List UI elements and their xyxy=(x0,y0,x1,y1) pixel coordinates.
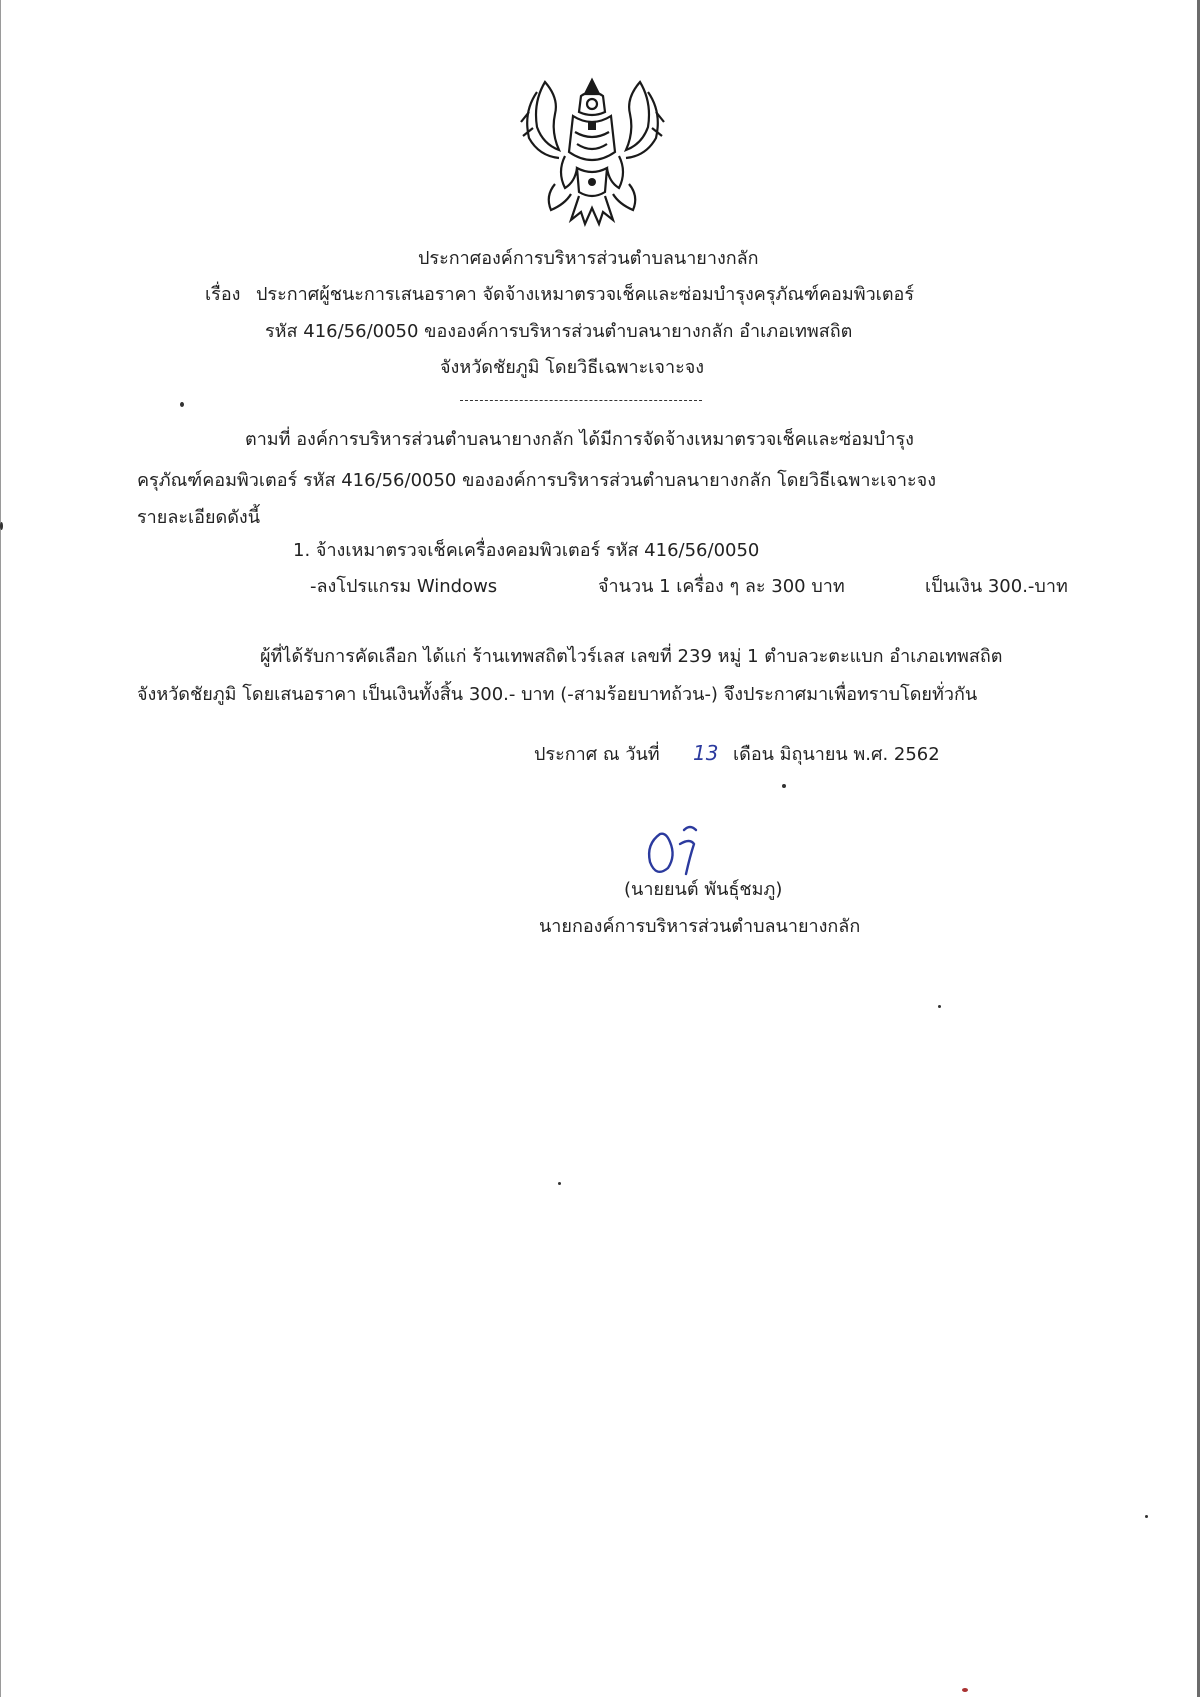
divider xyxy=(460,400,702,401)
scan-speck xyxy=(938,1005,941,1008)
scan-speck xyxy=(782,784,786,788)
subject-line-1: ประกาศผู้ชนะการเสนอราคา จัดจ้างเหมาตรวจเช็คและซ่อมบำรุงครุภัณฑ์คอมพิวเตอร์ xyxy=(256,284,915,305)
item-1: 1. จ้างเหมาตรวจเช็คเครื่องคอมพิวเตอร์ รหัส 416/56/0050 xyxy=(293,540,760,561)
subject-line-2: รหัส 416/56/0050 ขององค์การบริหารส่วนตำบลนายางกลัก อำเภอเทพสถิต xyxy=(265,321,853,342)
item-1-total: เป็นเงิน 300.-บาท xyxy=(925,576,1068,597)
para1-line-1: ตามที่ องค์การบริหารส่วนตำบลนายางกลัก ได้มีการจัดจ้างเหมาตรวจเช็คและซ่อมบำรุง xyxy=(245,429,914,450)
scan-speck xyxy=(180,402,184,407)
para2-line-2: จังหวัดชัยภูมิ โดยเสนอราคา เป็นเงินทั้งสิ้น 300.- บาท (-สามร้อยบาทถ้วน-) จึงประกาศมาเพื่อทราบโดยทั่วกัน xyxy=(137,684,978,705)
garuda-emblem-icon xyxy=(515,72,670,232)
scan-speck xyxy=(558,1182,561,1185)
date-month-year: เดือน มิถุนายน พ.ศ. 2562 xyxy=(733,744,940,765)
scan-speck xyxy=(1145,1515,1148,1518)
para2-line-1: ผู้ที่ได้รับการคัดเลือก ได้แก่ ร้านเทพสถิตไวร์เลส เลขที่ 239 หมู่ 1 ตำบลวะตะแบก อำเภอเทพสถิต xyxy=(260,646,1003,667)
handwritten-signature xyxy=(640,822,710,884)
date-day-handwritten: 13 xyxy=(693,741,719,765)
scan-edge-left xyxy=(0,0,1,1697)
signatory-name: (นายยนต์ พันธุ์ชมภู) xyxy=(624,879,783,900)
signatory-position: นายกองค์การบริหารส่วนตำบลนายางกลัก xyxy=(539,916,861,937)
subject-label: เรื่อง xyxy=(205,284,241,305)
org-title: ประกาศองค์การบริหารส่วนตำบลนายางกลัก xyxy=(418,248,759,269)
para1-line-3: รายละเอียดดังนี้ xyxy=(137,507,261,528)
scan-speck xyxy=(0,522,3,530)
item-1-description: -ลงโปรแกรม Windows xyxy=(310,576,498,597)
subject-line-3: จังหวัดชัยภูมิ โดยวิธีเฉพาะเจาะจง xyxy=(440,357,705,378)
item-1-quantity: จำนวน 1 เครื่อง ๆ ละ 300 บาท xyxy=(598,576,845,597)
scan-speck xyxy=(962,1688,968,1692)
date-prefix: ประกาศ ณ วันที่ xyxy=(534,744,660,765)
para1-line-2: ครุภัณฑ์คอมพิวเตอร์ รหัส 416/56/0050 ขององค์การบริหารส่วนตำบลนายางกลัก โดยวิธีเฉพาะเจาะจง xyxy=(137,470,936,491)
